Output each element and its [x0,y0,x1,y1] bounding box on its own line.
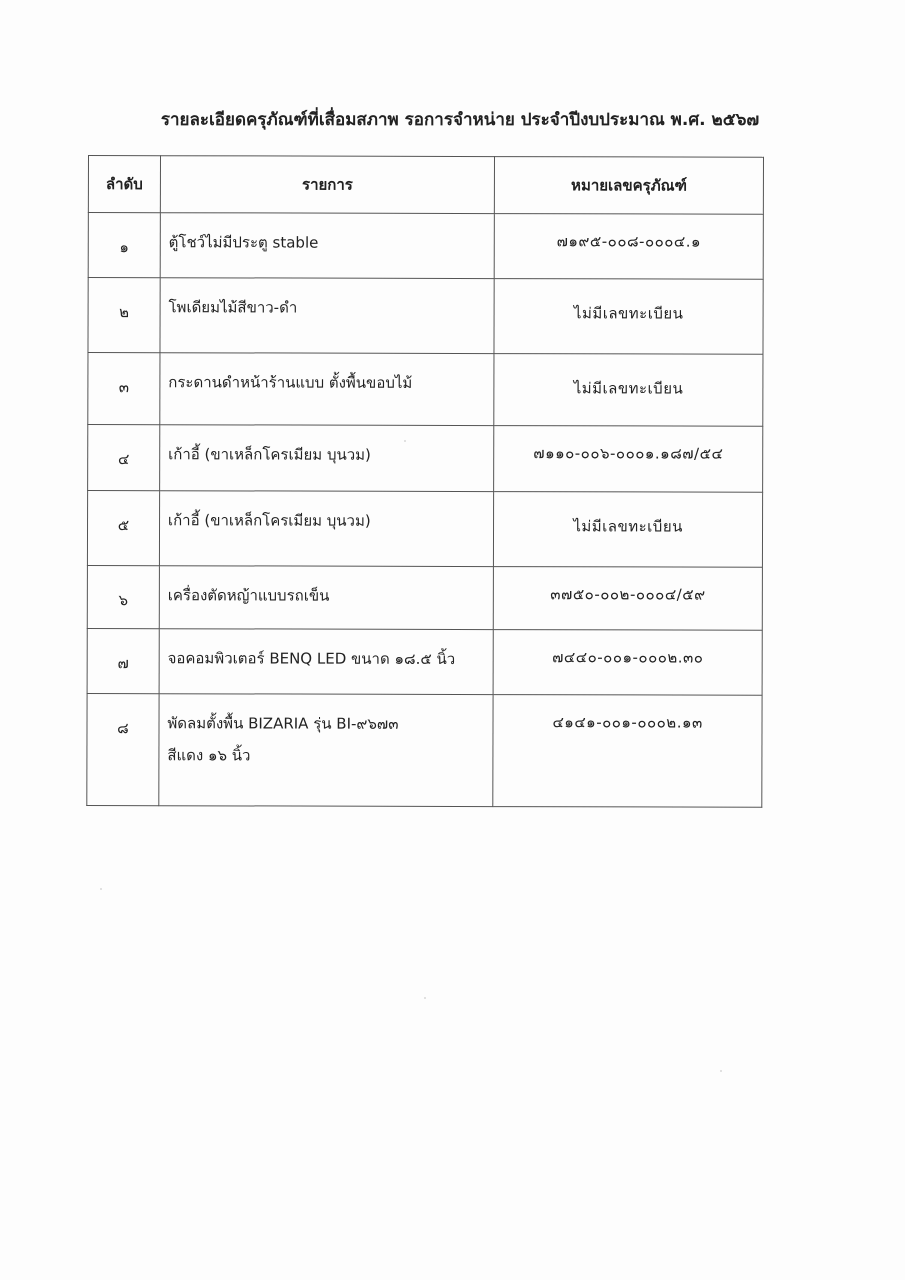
row-asset-number: ไม่มีเลขทะเบียน [494,354,763,427]
scan-speck [424,997,426,999]
row-item: โพเดียมไม้สีขาว-ดำ [160,278,494,354]
row-asset-number: ๗๑๙๕-๐๐๘-๐๐๐๔.๑ [494,214,763,280]
table-row [87,693,762,807]
table-row [87,565,762,630]
row-item: เครื่องตัดหญ้าแบบรถเข็น [159,566,493,630]
scan-speck [100,888,102,890]
row-item: เก้าอี้ (ขาเหล็กโครเมียม บุนวม) [159,491,493,567]
row-asset-number: ๓๗๕๐-๐๐๒-๐๐๐๔/๕๙ [493,567,762,631]
row-sequence: ๓ [88,353,160,425]
table-row [88,425,763,493]
row-item: เก้าอี้ (ขาเหล็กโครเมียม บุนวม) [160,425,494,492]
document-title: รายละเอียดครุภัณฑ์ที่เสื่อมสภาพ รอการจำหน่าย ประจำปีงบประมาณ พ.ศ. ๒๕๖๗ [160,110,760,130]
row-item: กระดานดำหน้าร้านแบบ ตั้งพื้นขอบไม้ [160,353,494,426]
table-row [88,278,763,355]
header-asset-number: หมายเลขครุภัณฑ์ [495,157,764,215]
row-asset-number: ๗๔๔๐-๐๐๑-๐๐๐๒.๓๐ [493,630,762,696]
scan-speck [404,440,406,442]
row-sequence: ๖ [87,565,159,628]
table-row [87,628,762,695]
table-row [88,353,763,427]
row-item-line: สีแดง ๑๖ นิ้ว [167,746,251,765]
table-row [87,491,762,568]
row-item [159,694,494,807]
row-item-line: พัดลมตั้งพื้น BIZARIA รุ่น BI-๙๖๗๓ [167,714,399,733]
row-sequence: ๔ [88,425,160,491]
row-asset-number: ไม่มีเลขทะเบียน [494,492,763,568]
row-sequence: ๗ [87,628,159,693]
row-asset-number: ๔๑๔๑-๐๐๑-๐๐๐๒.๑๓ [493,695,762,808]
header-sequence: ลำดับ [88,156,160,213]
row-sequence: ๕ [87,491,159,566]
scan-speck [720,1070,722,1072]
row-sequence: ๘ [87,693,159,805]
row-asset-number: ไม่มีเลขทะเบียน [494,279,763,355]
asset-table [86,155,764,808]
row-item: ตู้โชว์ไม่มีประตู stable [160,213,494,279]
header-item: รายการ [160,156,494,214]
row-sequence: ๒ [88,278,160,353]
table-row [88,213,763,280]
row-asset-number: ๗๑๑๐-๐๐๖-๐๐๐๑.๑๘๗/๕๔ [494,426,763,493]
row-item: จอคอมพิวเตอร์ BENQ LED ขนาด ๑๘.๕ นิ้ว [159,629,493,695]
row-sequence: ๑ [88,213,160,278]
table-header-row [88,156,763,215]
